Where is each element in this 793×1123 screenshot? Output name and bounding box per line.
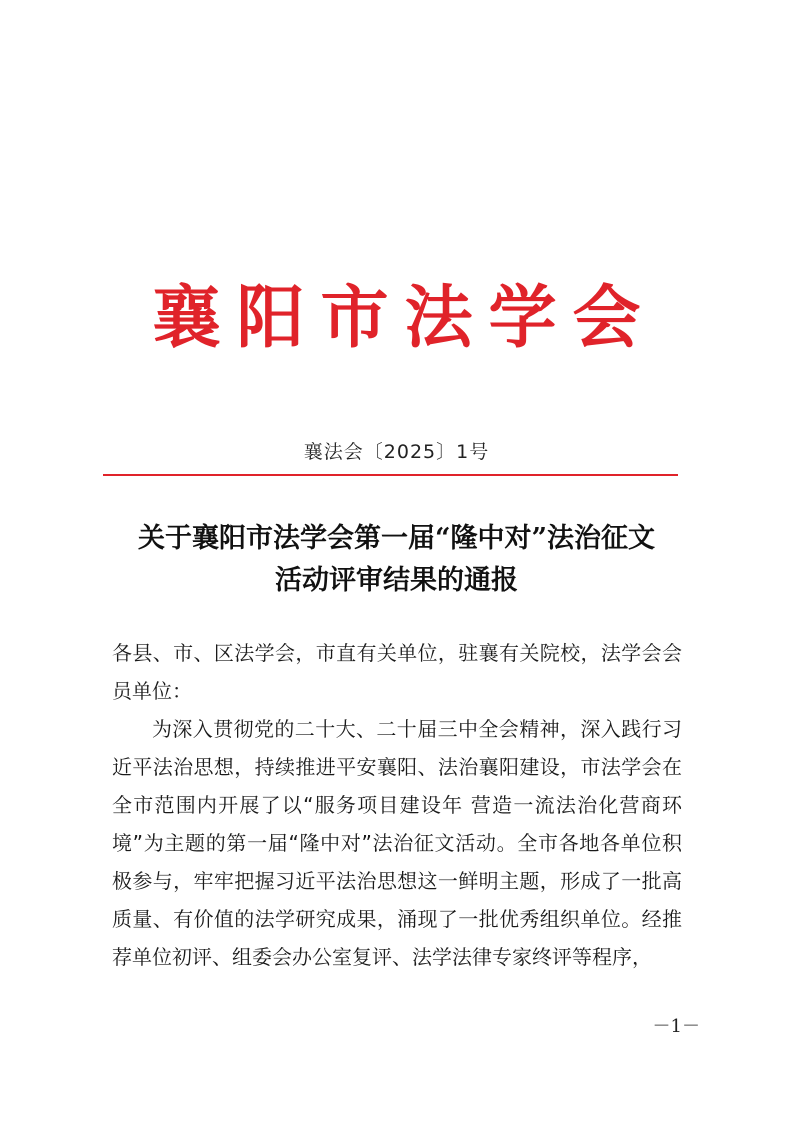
- title-line-2: 活动评审结果的通报: [275, 565, 518, 596]
- body-paragraph: 为深入贯彻党的二十大、二十届三中全会精神，深入践行习近平法治思想，持续推进平安襄阳、法治襄阳建设，市法学会在全市范围内开展了以“服务项目建设年 营造一流法治化营商环境”为主题的第一届“隆中对”法治征文活动。全市各地各单位积极参与，牢牢把握习近平法治思想这一鲜明主题，形成了一批高质量、有价值的法学研究成果，涌现了一批优秀组织单位。经推荐单位初评、组委会办公室复评、法学法律专家终评等程序，: [112, 717, 682, 969]
- document-body: [112, 634, 682, 976]
- salutation: 各县、市、区法学会，市直有关单位，驻襄有关院校，法学会会员单位：: [112, 641, 682, 703]
- title-line-1: 关于襄阳市法学会第一届“隆中对”法治征文: [137, 523, 656, 554]
- document-title: [0, 518, 793, 602]
- red-divider-line: [103, 474, 678, 476]
- org-name-masthead: 襄阳市法学会: [152, 278, 657, 358]
- document-number: 襄法会〔2025〕1号: [303, 441, 490, 463]
- page-number: －1－: [652, 1016, 700, 1037]
